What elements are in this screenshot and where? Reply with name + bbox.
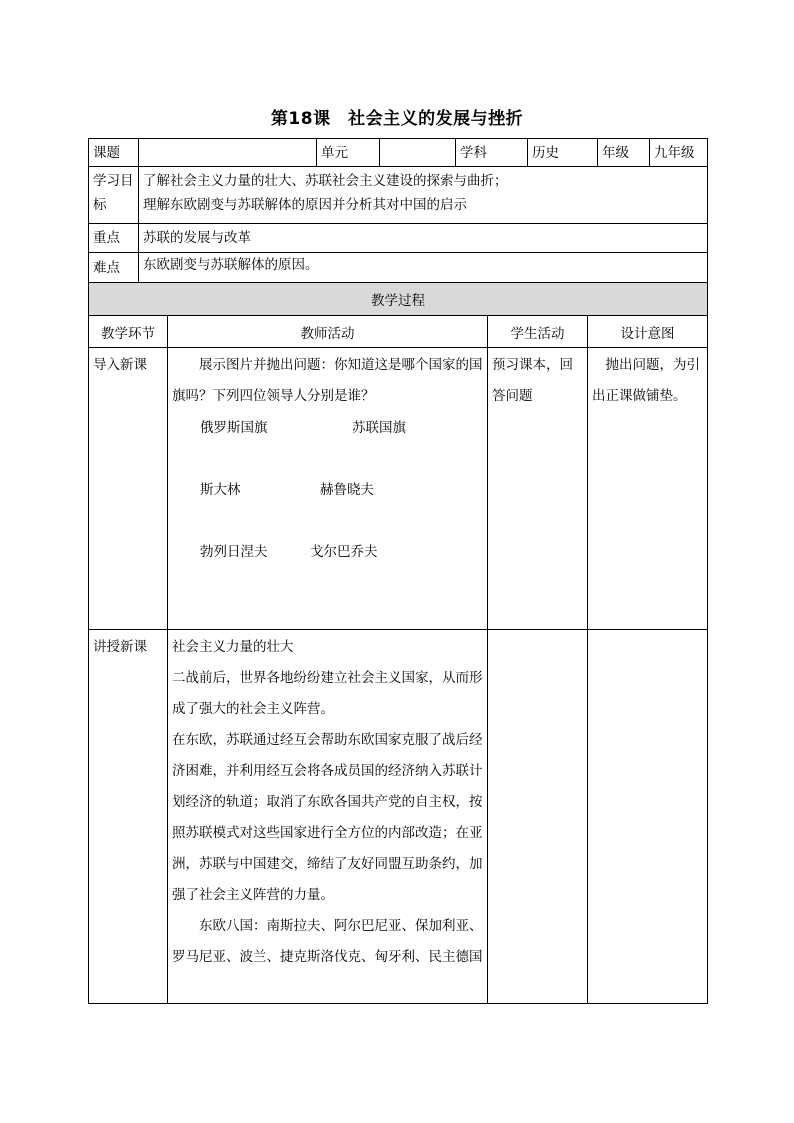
column-header: 学生活动: [488, 316, 588, 348]
subject-value: 历史: [528, 139, 598, 167]
leader-label: 勃列日涅夫: [200, 544, 268, 560]
leader-label: 赫鲁晓夫: [320, 482, 374, 498]
lecture-teacher-cell: [168, 630, 488, 1004]
difficulty-value: 东欧剧变与苏联解体的原因。: [139, 253, 708, 283]
leader-labels: [172, 480, 483, 500]
key-label: 重点: [89, 224, 139, 253]
lecture-paragraph: 东欧八国：南斯拉夫、阿尔巴尼亚、保加利亚、罗马尼亚、波兰、捷克斯洛伐克、匈牙利、民主德国: [172, 918, 483, 965]
process-header: 教学过程: [89, 283, 708, 316]
goal-item: 理解东欧剧变与苏联解体的原因并分析其对中国的启示: [143, 197, 467, 213]
key-value: 苏联的发展与改革: [139, 224, 708, 253]
topic-label: 课题: [89, 139, 139, 167]
lecture-heading: 社会主义力量的壮大: [172, 639, 294, 655]
lecture-stage: 讲授新课: [89, 630, 168, 1004]
intro-stage: 导入新课: [89, 348, 168, 630]
goals-label: 学习目标: [89, 167, 139, 224]
lesson-info-table: [88, 138, 708, 283]
page-title: 第18课 社会主义的发展与挫折: [270, 109, 524, 129]
column-header: 教师活动: [168, 316, 488, 348]
lecture-student: [488, 630, 588, 1004]
topic-value: [139, 139, 317, 167]
lecture-intent: [588, 630, 708, 1004]
leader-labels: [172, 542, 483, 562]
subject-label: 学科: [456, 139, 528, 167]
column-header: 教学环节: [89, 316, 168, 348]
unit-value: [380, 139, 456, 167]
flag-label: 俄罗斯国旗: [200, 420, 268, 436]
unit-label: 单元: [317, 139, 380, 167]
difficulty-label: 难点: [89, 253, 139, 283]
leader-label: 戈尔巴乔夫: [310, 544, 378, 560]
intro-intent: 抛出问题，为引出正课做铺垫。: [588, 348, 708, 630]
intro-teacher-text: 展示图片并抛出问题：你知道这是哪个国家的国旗吗？下列四位领导人分别是谁？: [172, 357, 483, 404]
intro-teacher-cell: [168, 348, 488, 630]
column-header: 设计意图: [588, 316, 708, 348]
intro-student: 预习课本，回答问题: [488, 348, 588, 630]
flag-label: 苏联国旗: [352, 420, 406, 436]
leader-label: 斯大林: [200, 482, 241, 498]
lecture-paragraph: 在东欧，苏联通过经互会帮助东欧国家克服了战后经济困难，并利用经互会将各成员国的经济纳入苏联计划经济的轨道；取消了东欧各国共产党的自主权，按照苏联模式对这些国家进行全方位的内部改造；在亚洲，苏联与中国建交，缔结了友好同盟互助条约，加强了社会主义阵营的力量。: [172, 732, 483, 903]
goals-cell: [139, 167, 708, 224]
flag-labels: [172, 418, 483, 438]
lecture-paragraph: 二战前后，世界各地纷纷建立社会主义国家，从而形成了强大的社会主义阵营。: [172, 670, 483, 717]
goal-item: 了解社会主义力量的壮大、苏联社会主义建设的探索与曲折；: [143, 173, 508, 189]
grade-value: 九年级: [650, 139, 708, 167]
process-table: [88, 282, 708, 1004]
grade-label: 年级: [598, 139, 650, 167]
